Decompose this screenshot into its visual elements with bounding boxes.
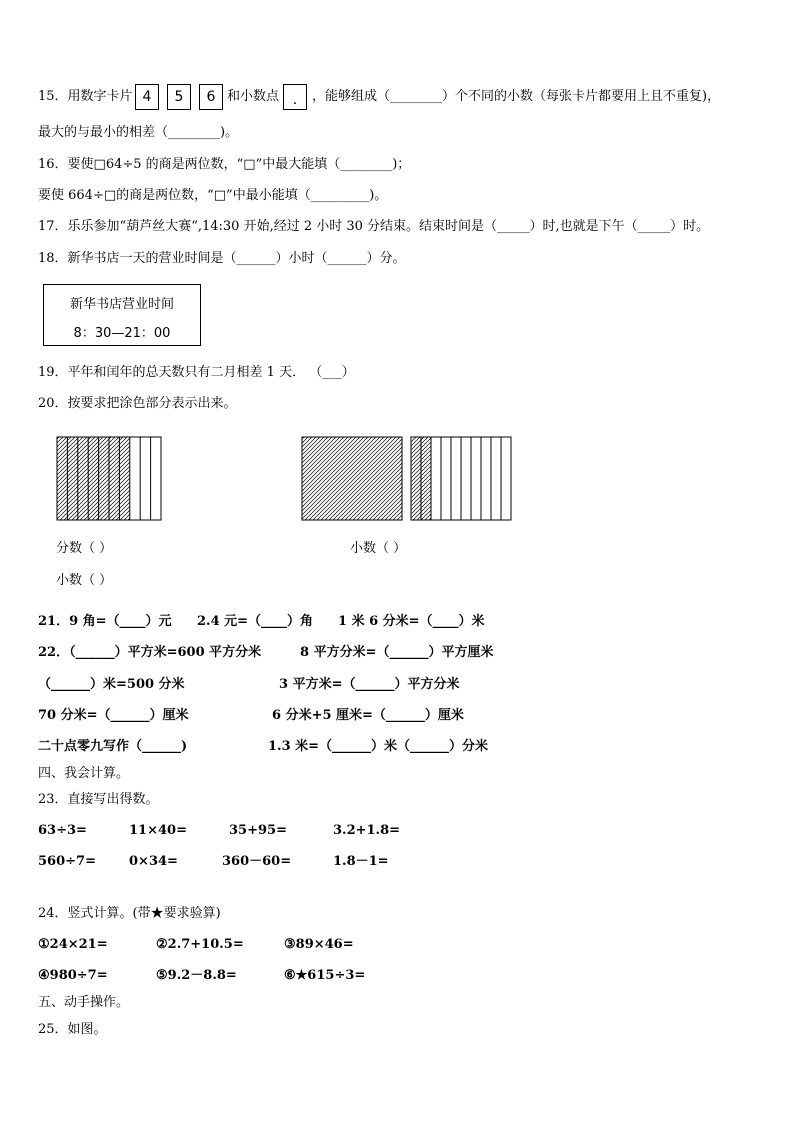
digit-card-4: 4 [135, 84, 159, 110]
q16-line2: 要使 664÷□的商是两位数，“□”中最小能填（_________)。 [38, 188, 388, 203]
q21-item2: 2.4 元=（____）角 [197, 614, 314, 629]
q22-r4-a: 二十点零九写作（______) [38, 739, 188, 754]
digit-card-6: 6 [199, 84, 223, 110]
q22-r4-b: 1.3 米=（______）米（______）分米 [268, 739, 489, 754]
section-four-title: 四、我会计算。 [38, 766, 130, 781]
q23-r2-c3: 360－60= [222, 854, 292, 869]
q24-r1-c3: ③89×46= [284, 937, 354, 952]
store-hours-title: 新华书店营业时间 [69, 297, 174, 312]
q20-right-decimal-label: 小数（ ） [350, 541, 407, 556]
q15-prefix: 15．用数字卡片 [38, 89, 133, 104]
q18: 18．新华书店一天的营业时间是（______）小时（______）分。 [38, 251, 406, 266]
q21-item1: 21．9 角=（____）元 [38, 614, 172, 629]
q23-r2-c2: 0×34= [129, 854, 178, 869]
digit-card-5: 5 [167, 84, 191, 110]
q22-r2-a: （______）米=500 分米 [38, 677, 185, 692]
q15-line2: 最大的与最小的相差（________)。 [38, 125, 239, 140]
q23-r1-c4: 3.2+1.8= [333, 823, 401, 838]
q22-r2-b: 3 平方米=（______）平方分米 [279, 677, 460, 692]
q22-r3-b: 6 分米+5 厘米=（______）厘米 [272, 708, 464, 723]
decimal-point-card: . [283, 84, 307, 110]
q24-title: 24．竖式计算。(带★要求验算) [38, 906, 221, 921]
q20: 20．按要求把涂色部分表示出来。 [38, 396, 237, 411]
store-hours-time: 8：30—21：00 [73, 326, 171, 341]
q19: 19．平年和闰年的总天数只有二月相差 1 天． （___） [38, 365, 355, 380]
section-five-title: 五、动手操作。 [38, 995, 130, 1010]
q24-r1-c2: ②2.7+10.5= [156, 937, 244, 952]
q16-line1: 16．要使□64÷5 的商是两位数，“□”中最大能填（________)； [38, 157, 411, 172]
q20-left-decimal-label: 小数（ ） [56, 573, 113, 588]
q22-r3-a: 70 分米=（______）厘米 [38, 708, 189, 723]
q24-r2-c1: ④980÷7= [38, 968, 108, 983]
q24-r1-c1: ①24×21= [38, 937, 108, 952]
q23-title: 23．直接写出得数。 [38, 792, 159, 807]
q17: 17．乐乐参加“葫芦丝大赛“,14:30 开始,经过 2 小时 30 分结束。结束时间是（_____）时,也就是下午（_____）时。 [38, 219, 710, 234]
fraction-figure-left [56, 436, 164, 522]
q25: 25．如图。 [38, 1022, 107, 1037]
q23-r2-c1: 560÷7= [38, 854, 96, 869]
q15-suffix: ，能够组成（________）个不同的小数（每张卡片都要用上且不重复)， [312, 89, 721, 104]
store-hours-box [43, 284, 201, 346]
q22-r1-b: 8 平方分米=（______）平方厘米 [300, 645, 494, 660]
q23-r1-c3: 35+95= [229, 823, 287, 838]
q23-r1-c2: 11×40= [129, 823, 187, 838]
q15-mid: 和小数点 [227, 89, 280, 104]
q21-item3: 1 米 6 分米=（____）米 [338, 614, 485, 629]
q23-r2-c4: 1.8－1= [333, 854, 389, 869]
q20-left-fraction-label: 分数（ ） [56, 541, 113, 556]
q24-r2-c2: ⑤9.2－8.8= [156, 968, 237, 983]
q24-r2-c3: ⑥★615÷3= [284, 968, 366, 983]
q23-r1-c1: 63÷3= [38, 823, 87, 838]
fraction-figure-right [301, 436, 515, 522]
q22-r1-a: 22．（______）平方米=600 平方分米 [38, 645, 262, 660]
